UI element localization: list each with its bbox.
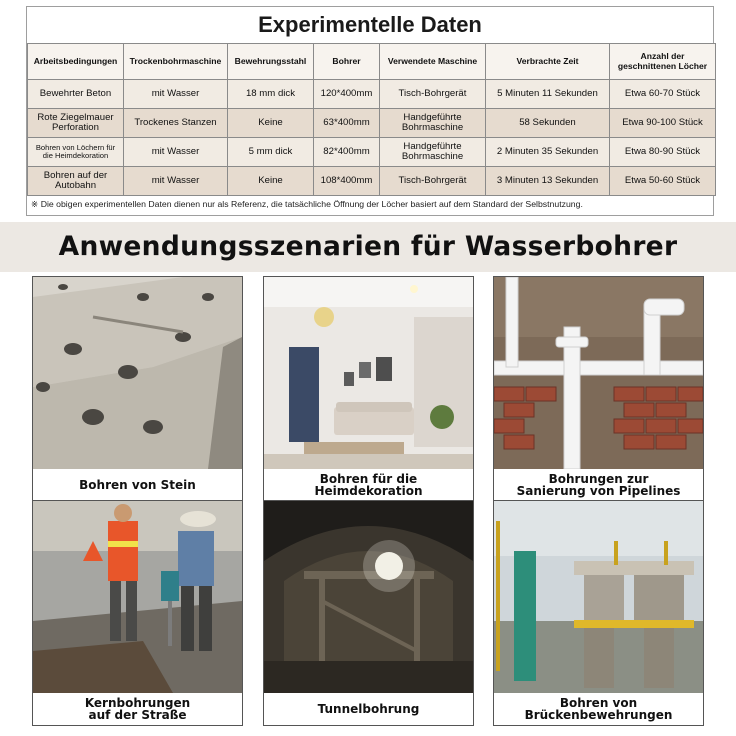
table-cell: Etwa 80-90 Stück xyxy=(610,138,716,167)
scenario-caption: Bohren von Brückenbewehrungen xyxy=(524,696,673,722)
bridge-reinforcement-photo xyxy=(494,501,703,693)
pipes-and-bricks-illustration xyxy=(494,277,703,469)
table-cell: 18 mm dick xyxy=(228,80,314,109)
scenario-caption: Bohren von Stein xyxy=(79,478,196,492)
table-cell: Etwa 90-100 Stück xyxy=(610,109,716,138)
table-cell: Keine xyxy=(228,167,314,196)
table-cell: Etwa 50-60 Stück xyxy=(610,167,716,196)
table-cell: Tisch-Bohrgerät xyxy=(380,80,486,109)
table-cell: mit Wasser xyxy=(124,138,228,167)
scenario-tile-tunnel xyxy=(263,500,474,726)
table-cell: 5 mm dick xyxy=(228,138,314,167)
road-workers-illustration xyxy=(33,501,242,693)
scenario-tile-pipelines xyxy=(493,276,704,502)
scenario-tile-road xyxy=(32,500,243,726)
column-header: Verwendete Maschine xyxy=(380,44,486,80)
scenario-caption: Tunnelbohrung xyxy=(317,702,420,716)
scenario-caption: Bohrungen zur Sanierung von Pipelines xyxy=(516,472,681,498)
stone-block-illustration xyxy=(33,277,242,469)
table-cell: 5 Minuten 11 Sekunden xyxy=(486,80,610,109)
table-cell: Bohren auf der Autobahn xyxy=(28,167,124,196)
table-cell: mit Wasser xyxy=(124,80,228,109)
table-cell: 2 Minuten 35 Sekunden xyxy=(486,138,610,167)
table-row xyxy=(28,167,716,196)
column-header: Arbeitsbedingungen xyxy=(28,44,124,80)
table-row xyxy=(28,109,716,138)
scenario-tile-home xyxy=(263,276,474,502)
table-cell: 3 Minuten 13 Sekunden xyxy=(486,167,610,196)
bridge-construction-illustration xyxy=(494,501,703,693)
table-cell: Trockenes Stanzen xyxy=(124,109,228,138)
heading-band xyxy=(0,222,736,272)
table-title: Experimentelle Daten xyxy=(258,12,482,37)
table-row xyxy=(28,80,716,109)
table-cell: 58 Sekunden xyxy=(486,109,610,138)
stone-drilling-photo xyxy=(33,277,242,469)
column-header: Verbrachte Zeit xyxy=(486,44,610,80)
column-header: Bohrer xyxy=(314,44,380,80)
table-row xyxy=(28,138,716,167)
table-header-row xyxy=(28,44,716,80)
table-cell: Rote Ziegelmauer Perforation xyxy=(28,109,124,138)
tunnel-drilling-photo xyxy=(264,501,473,693)
tunnel-illustration xyxy=(264,501,473,693)
section-heading: Anwendungsszenarien für Wasserbohrer xyxy=(58,231,678,262)
table-cell: Bohren von Löchern für die Heimdekoration xyxy=(28,138,124,167)
scenario-tile-bridge xyxy=(493,500,704,726)
scenario-caption: Kernbohrungen auf der Straße xyxy=(84,696,191,722)
living-room-illustration xyxy=(264,277,473,469)
table-cell: Tisch-Bohrgerät xyxy=(380,167,486,196)
table-cell: 82*400mm xyxy=(314,138,380,167)
table-cell: 63*400mm xyxy=(314,109,380,138)
table-cell: mit Wasser xyxy=(124,167,228,196)
table-cell: Handgeführte Bohrmaschine xyxy=(380,138,486,167)
home-decoration-photo xyxy=(264,277,473,469)
experimental-data-panel xyxy=(26,6,714,216)
table-cell: Etwa 60-70 Stück xyxy=(610,80,716,109)
scenario-caption: Bohren für die Heimdekoration xyxy=(314,472,423,498)
table-cell: 120*400mm xyxy=(314,80,380,109)
column-header: Trockenbohrmaschine xyxy=(124,44,228,80)
scenario-tile-stone xyxy=(32,276,243,502)
table-footnote: ※ Die obigen experimentellen Daten dienen nur als Referenz, die tatsächliche Öffnung der Löcher basiert auf dem Standard der Selbstnutzung. xyxy=(31,199,583,209)
pipeline-renovation-photo xyxy=(494,277,703,469)
column-header: Anzahl der geschnittenen Löcher xyxy=(610,44,716,80)
table-cell: Bewehrter Beton xyxy=(28,80,124,109)
road-core-drilling-photo xyxy=(33,501,242,693)
experimental-data-table xyxy=(27,43,716,196)
table-cell: Keine xyxy=(228,109,314,138)
table-cell: Handgeführte Bohrmaschine xyxy=(380,109,486,138)
column-header: Bewehrungsstahl xyxy=(228,44,314,80)
table-cell: 108*400mm xyxy=(314,167,380,196)
